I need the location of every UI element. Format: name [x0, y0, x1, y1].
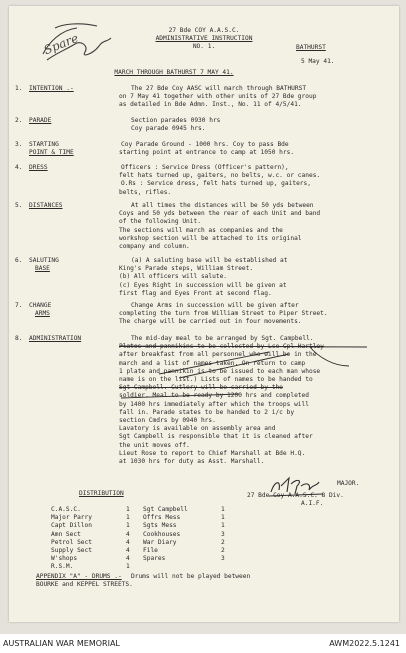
- footer-bar: [0, 634, 406, 653]
- dist-count: 1: [126, 514, 130, 522]
- distribution-left-counts: [126, 506, 130, 572]
- appendix-label: APPENDIX "A" - DRUMS .-: [36, 573, 122, 580]
- appendix-line1: Drums will not be played between: [131, 573, 251, 580]
- section-heading: INTENTION .-: [29, 85, 74, 92]
- distribution-right-names: [143, 506, 188, 563]
- dist-name: C.A.S.C.: [51, 506, 81, 513]
- dist-count: 4: [126, 555, 130, 563]
- section-num: 4.: [15, 164, 23, 171]
- dist-name: Sgts Mess: [143, 522, 177, 530]
- section-heading: POINT & TIME: [29, 149, 74, 156]
- dist-name: Amn Sect: [51, 530, 81, 538]
- dist-count: 4: [126, 530, 130, 538]
- distribution-title: DISTRIBUTION: [79, 490, 124, 497]
- dist-count: 1: [221, 514, 225, 522]
- line: At all times the distances will be 50 yds between: [131, 202, 314, 209]
- line: fall in. Parade states to be handed to 2 i/c by: [119, 408, 295, 416]
- unit-line: 27 Bde COY A.A.S.C.: [168, 27, 240, 34]
- strikeout-marks: [119, 344, 369, 404]
- line: Change Arms in succession will be given after: [131, 302, 299, 309]
- section-heading: ARMS: [35, 310, 50, 317]
- section-heading: DISTANCES: [29, 202, 63, 209]
- line: (b) All officers will salute.: [119, 273, 228, 281]
- distribution-left-names: [51, 506, 92, 572]
- line: The mid-day meal to be arranged by Sgt. Campbell.: [131, 335, 314, 342]
- section-body: [119, 302, 328, 327]
- signature-aif: A.I.F.: [301, 500, 324, 507]
- line: first flag and Eyes Front at second flag.: [119, 289, 272, 297]
- section-heading: BASE: [35, 265, 50, 272]
- dist-count: 1: [221, 522, 225, 530]
- doc-number: NO. 1.: [192, 43, 216, 50]
- date: 5 May 41.: [301, 58, 335, 65]
- line: Section parades 0930 hrs: [131, 117, 221, 124]
- dist-name: File: [143, 547, 158, 555]
- line: O.Rs : Service dress, felt hats turned up, gaiters,: [121, 180, 311, 188]
- line: Lavatory is available on assembly area and: [119, 425, 276, 433]
- dist-name: Offrs Mess: [143, 514, 181, 522]
- line: on 7 May 41 together with other units of 27 Bde group: [119, 93, 317, 101]
- struck-line: Plates and pannikins to be collected by Lce Cpl Hartley: [119, 343, 324, 351]
- line: by 1400 hrs immediately after which the troops will: [119, 400, 309, 408]
- line: Coy parade 0945 hrs.: [131, 125, 206, 133]
- line: Coy Parade Ground - 1000 hrs. Coy to pass Bde: [121, 141, 289, 148]
- section-num: 6.: [15, 257, 23, 264]
- section-num: 5.: [15, 202, 23, 209]
- line: King's Parade steps, William Street.: [119, 265, 254, 273]
- dist-count: 4: [126, 538, 130, 546]
- dist-name: Sgt Campbell: [143, 506, 188, 513]
- line: workshop section will be attached to its original: [119, 234, 302, 242]
- section-num: 7.: [15, 302, 23, 309]
- svg-text:Spare: Spare: [41, 30, 81, 58]
- footer-source: AUSTRALIAN WAR MEMORIAL: [3, 639, 120, 648]
- section-body: [119, 202, 320, 251]
- place: BATHURST: [296, 44, 326, 51]
- line: The charge will be carried out in four movements.: [119, 318, 302, 326]
- dist-count: 3: [221, 555, 225, 563]
- line: the unit moves off.: [119, 441, 190, 449]
- section-body: [119, 117, 220, 133]
- dist-name: W'shops: [51, 555, 78, 563]
- struck-line: Sgt Campbell. Cutlery will be carried by the: [119, 384, 283, 392]
- section-num: 1.: [15, 85, 23, 92]
- line: 1 plate and pannikin is to be issued to each man whose: [119, 367, 321, 375]
- section-body: [119, 85, 316, 110]
- dist-name: Supply Sect: [51, 547, 92, 555]
- section-num: 3.: [15, 141, 23, 148]
- section-heading: STARTING: [29, 141, 59, 148]
- dist-count: 1: [221, 506, 225, 513]
- document-page: [9, 6, 399, 622]
- line: (c) Eyes Right in succession will be given at: [119, 281, 287, 289]
- doc-title: ADMINISTRATIVE INSTRUCTION: [155, 35, 253, 42]
- line: as detailed in Bde Admn. Inst., No. 11 of 4/5/41.: [119, 101, 302, 109]
- section-heading: DRESS: [29, 164, 48, 171]
- section-num: 8.: [15, 335, 23, 342]
- line: felt hats turned up, gaiters, no belts, w.c. or canes.: [119, 172, 321, 180]
- line: Sgt Campbell is responsible that it is cleaned after: [119, 433, 313, 441]
- line: name is on the list.) Lists of names to be handed to: [119, 376, 313, 384]
- dist-count: 1: [126, 506, 130, 513]
- line: at 1030 hrs for duty as Asst. Marshall.: [119, 458, 265, 466]
- dist-count: 1: [126, 522, 130, 530]
- section-heading: PARADE: [29, 117, 52, 124]
- dist-count: 4: [126, 547, 130, 555]
- line: The sections will march as companies and the: [119, 226, 283, 234]
- line: of the following Unit.: [119, 218, 201, 226]
- line: completing the turn from William Street to Piper Street.: [119, 310, 328, 318]
- section-body: [119, 164, 320, 197]
- footer-id: AWM2022.5.1241: [329, 639, 400, 648]
- section-body: [119, 257, 287, 298]
- section-heading: SALUTING: [29, 257, 59, 264]
- signature-unit: 27 Bde Coy A.A.S.C. 8 Div.: [247, 492, 344, 499]
- dist-name: Spares: [143, 555, 166, 563]
- signature-rank: MAJOR.: [337, 480, 360, 487]
- line: march and a list of names taken. On return to camp: [119, 359, 306, 367]
- line: Officers : Service Dress (Officer's pattern),: [121, 164, 289, 171]
- subject: MARCH THROUGH BATHURST 7 MAY 41.: [114, 69, 234, 76]
- line: Coys and 50 yds between the rear of each Unit and band: [119, 210, 321, 218]
- dist-count: 2: [221, 547, 225, 555]
- line: after breakfast from all personnel who will be in the: [119, 351, 317, 359]
- dist-name: Capt Dillon: [51, 522, 92, 530]
- dist-count: 3: [221, 530, 225, 538]
- line: (a) A saluting base will be established at: [131, 257, 288, 264]
- dist-name: War Diary: [143, 538, 177, 546]
- section-heading: ADMINISTRATION: [29, 335, 82, 342]
- dist-count: 1: [126, 563, 130, 571]
- line: starting point at entrance to camp at 1050 hrs.: [119, 149, 295, 157]
- line: Lieut Rose to report to Chief Marshall at Bde H.Q.: [119, 449, 306, 457]
- line: belts, rifles.: [119, 188, 172, 196]
- line: section Cmdrs by 0940 hrs.: [119, 417, 216, 425]
- line: The 27 Bde Coy AASC will march through BATHURST: [131, 85, 307, 92]
- section-body: [119, 141, 294, 157]
- appendix-line2: BOURKE and KEPPEL STREETS.: [36, 581, 133, 588]
- svg-text:J.H.Parry: J.H.Parry: [271, 483, 308, 492]
- section-num: 2.: [15, 117, 23, 124]
- section-heading: CHANGE: [29, 302, 52, 309]
- line: soldier. Meal to be ready by 1200 hrs and completed: [119, 392, 309, 400]
- distribution-right-counts: [221, 506, 225, 563]
- dist-name: R.S.M.: [51, 563, 74, 571]
- line: company and column.: [119, 243, 190, 251]
- dist-name: Cookhouses: [143, 530, 181, 538]
- dist-count: 2: [221, 538, 225, 546]
- dist-name: Major Parry: [51, 514, 92, 522]
- dist-name: Petrol Sect: [51, 538, 92, 546]
